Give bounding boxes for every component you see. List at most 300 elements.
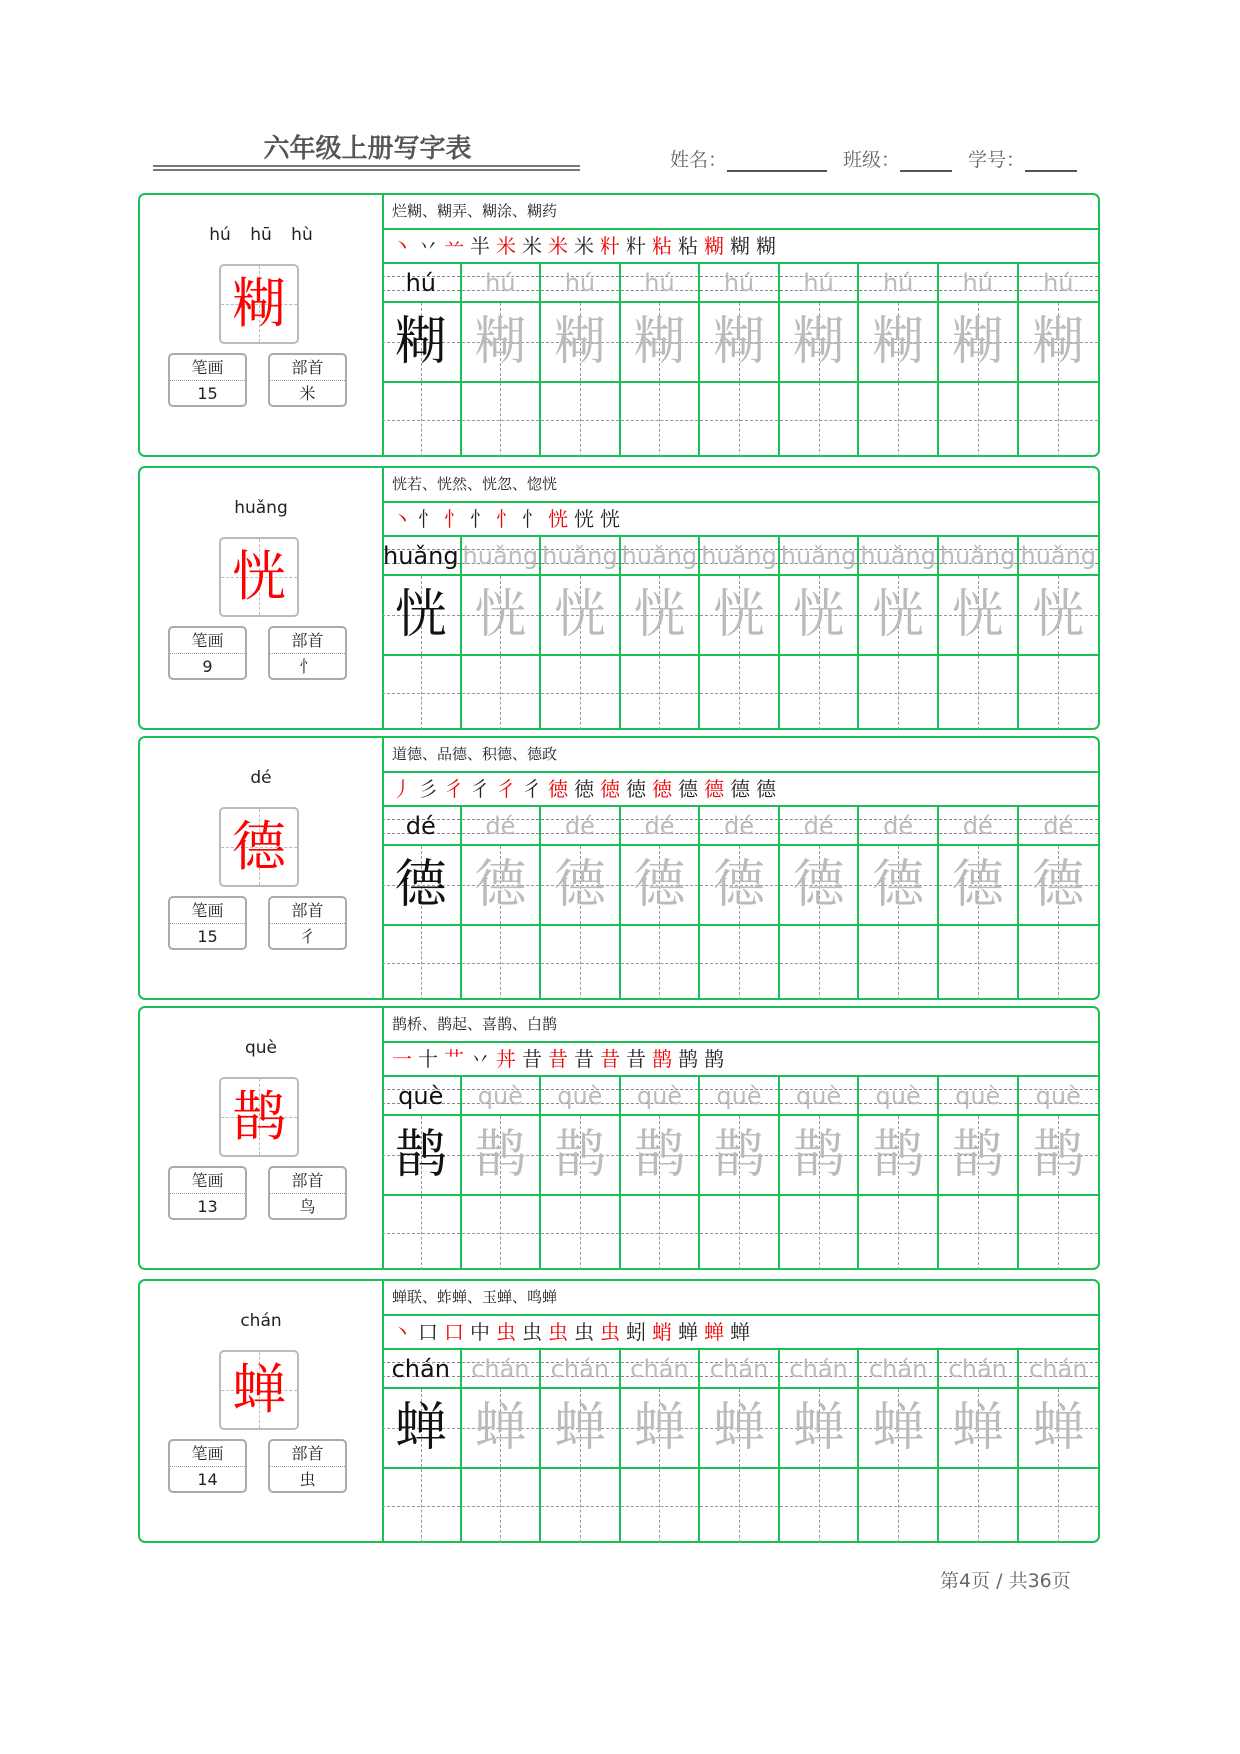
char-trace: 蝉 (951, 1398, 1004, 1458)
char-cell (939, 303, 1019, 381)
stroke-step: 彳 (522, 777, 542, 801)
pinyin-cell (939, 264, 1019, 301)
stroke-step: 昔 (548, 1047, 568, 1071)
stroke-step: 虫 (574, 1320, 594, 1344)
example-words: 道德、品德、积德、德政 (382, 738, 1098, 773)
pinyin-cell (939, 1077, 1019, 1114)
stroke-count: 15 (197, 384, 218, 403)
blank-writing-cell[interactable] (621, 383, 701, 457)
stroke-step: 昔 (522, 1047, 542, 1071)
char-cell (859, 1389, 939, 1467)
blank-writing-cell[interactable] (621, 926, 701, 1000)
char-trace: 德 (792, 855, 845, 915)
class-field[interactable] (900, 148, 952, 172)
stroke-step: 蝉 (704, 1320, 724, 1344)
name-field[interactable] (727, 148, 827, 172)
example-words: 烂糊、糊弄、糊涂、糊药 (382, 195, 1098, 230)
blank-writing-cell[interactable] (462, 926, 542, 1000)
character-block (138, 1006, 1100, 1270)
radical-label: 部首 (270, 1168, 345, 1194)
char-cell (382, 1389, 462, 1467)
pinyin-cell (1019, 807, 1099, 844)
pinyin-trace: què (955, 1082, 1001, 1110)
blank-writing-cell[interactable] (541, 926, 621, 1000)
character: 德 (232, 815, 286, 878)
stroke-step: 粘 (652, 234, 672, 258)
char-trace: 糊 (553, 312, 606, 372)
trace-row (382, 576, 1098, 656)
pinyin-cell (621, 537, 701, 574)
pinyin-cell (939, 537, 1019, 574)
blank-row (382, 1196, 1098, 1270)
char-trace: 鹊 (792, 1125, 845, 1185)
char-cell (859, 1116, 939, 1194)
radical-box (268, 1439, 347, 1493)
blank-row (382, 383, 1098, 457)
student-info (670, 145, 1077, 172)
pinyin-trace: hú (564, 269, 596, 297)
character-info-panel (140, 195, 384, 455)
example-words: 鹊桥、鹊起、喜鹊、白鹊 (382, 1008, 1098, 1043)
blank-writing-cell[interactable] (621, 656, 701, 730)
blank-writing-cell[interactable] (541, 656, 621, 730)
pinyin-cell (700, 264, 780, 301)
radical: 忄 (299, 657, 316, 676)
char-cell (621, 1389, 701, 1467)
stroke-step: 鹊 (678, 1047, 698, 1071)
pinyin-trace: què (557, 1082, 603, 1110)
pinyin-trace: què (636, 1082, 683, 1110)
character-info-panel (140, 468, 384, 728)
blank-writing-cell[interactable] (780, 383, 860, 457)
char-cell (780, 576, 860, 654)
pinyin-cell (1019, 537, 1099, 574)
stroke-step: 米 (522, 234, 542, 258)
blank-writing-cell[interactable] (780, 1196, 860, 1270)
pinyin-cell (700, 1077, 780, 1114)
radical-box (268, 353, 347, 407)
character: 恍 (232, 545, 286, 608)
stroke-step: 蝉 (730, 1320, 750, 1344)
blank-writing-cell[interactable] (859, 1469, 939, 1543)
pinyin-trace: chán (868, 1355, 928, 1383)
char-trace: 蝉 (1032, 1398, 1085, 1458)
pinyin-cell (382, 1350, 462, 1387)
stroke-step: 艹 (444, 1047, 464, 1071)
stroke-count-box (168, 626, 247, 680)
pinyin-trace: huǎng (382, 542, 459, 570)
pinyin-cell (382, 264, 462, 301)
pinyin-trace: hú (803, 269, 834, 297)
id-label: 学号： (968, 149, 1026, 171)
char-trace: 德 (553, 855, 606, 915)
char-cell (939, 576, 1019, 654)
blank-writing-cell[interactable] (1019, 1196, 1099, 1270)
pinyin-cell (541, 264, 621, 301)
char-cell (1019, 303, 1099, 381)
pinyin-cell (1019, 1350, 1099, 1387)
char-cell (382, 303, 462, 381)
stroke-step: 丷 (470, 1047, 490, 1071)
stroke-step: 丿 (392, 777, 412, 801)
pinyin-trace: dé (803, 812, 834, 840)
radical-box (268, 626, 347, 680)
blank-writing-cell[interactable] (700, 1196, 780, 1270)
stroke-step: 籵 (626, 234, 646, 258)
character: 鹊 (232, 1085, 286, 1148)
char-trace: 糊 (394, 312, 447, 372)
char-cell (1019, 846, 1099, 924)
pinyin-trace: dé (962, 812, 993, 840)
stroke-count-box (168, 1166, 247, 1220)
char-trace: 糊 (951, 312, 1004, 372)
char-cell (541, 846, 621, 924)
pinyin-cell (859, 1077, 939, 1114)
character-info-panel (140, 1281, 384, 1541)
id-field[interactable] (1025, 148, 1077, 172)
stroke-step: 昔 (574, 1047, 594, 1071)
character: 蝉 (232, 1358, 286, 1421)
pinyin-trace: dé (724, 812, 755, 840)
char-cell (780, 1116, 860, 1194)
pinyin-cell (859, 537, 939, 574)
char-trace: 蝉 (792, 1398, 845, 1458)
example-words: 蝉联、蚱蝉、玉蝉、鸣蝉 (382, 1281, 1098, 1316)
char-cell (541, 303, 621, 381)
char-trace: 鹊 (474, 1125, 527, 1185)
stroke-step: 恍 (548, 507, 568, 531)
char-trace: 蝉 (872, 1398, 925, 1458)
stroke-step: 忄 (496, 507, 516, 531)
stroke-step: 鹊 (704, 1047, 724, 1071)
blank-writing-cell[interactable] (939, 383, 1019, 457)
pinyin-cell (700, 807, 780, 844)
pinyin-trace: chán (471, 1355, 530, 1383)
pinyin-trace: chán (789, 1355, 848, 1383)
stroke-step: 德 (678, 777, 698, 801)
stroke-step: 丶 (392, 507, 412, 531)
character-box (219, 1077, 299, 1157)
blank-writing-cell[interactable] (700, 656, 780, 730)
stroke-step: 丼 (496, 1047, 516, 1071)
pinyin-trace: huǎng (621, 542, 698, 570)
pinyin-cell (780, 1350, 860, 1387)
char-cell (1019, 576, 1099, 654)
pinyin-cell (780, 264, 860, 301)
page-title: 六年级上册写字表 (263, 134, 472, 164)
stroke-step: 徳 (574, 777, 594, 801)
stroke-step: 糊 (730, 234, 750, 258)
character-box (219, 807, 299, 887)
char-trace: 糊 (872, 312, 925, 372)
blank-writing-cell[interactable] (700, 383, 780, 457)
pinyin-cell (780, 1077, 860, 1114)
pinyin-trace: dé (883, 812, 914, 840)
blank-writing-cell[interactable] (382, 1196, 462, 1270)
char-cell (462, 303, 542, 381)
pinyin-row (382, 1077, 1098, 1116)
char-trace: 恍 (394, 585, 447, 645)
blank-writing-cell[interactable] (700, 1469, 780, 1543)
stroke-count-box (168, 1439, 247, 1493)
pinyin-trace: chán (550, 1355, 610, 1383)
pinyin-trace: chán (1029, 1355, 1088, 1383)
blank-row (382, 926, 1098, 1000)
char-cell (462, 1389, 542, 1467)
stroke-step: 徳 (626, 777, 646, 801)
stroke-step: 德 (756, 777, 776, 801)
pinyin-cell (382, 1077, 462, 1114)
trace-row (382, 303, 1098, 383)
pinyin-trace: hú (1043, 269, 1074, 297)
char-trace: 糊 (633, 312, 686, 372)
stroke-count-label: 笔画 (170, 355, 245, 381)
char-cell (939, 846, 1019, 924)
blank-writing-cell[interactable] (859, 656, 939, 730)
char-cell (621, 1116, 701, 1194)
pinyin-cell (541, 537, 621, 574)
char-trace: 糊 (474, 312, 527, 372)
pinyin-trace: què (875, 1082, 921, 1110)
blank-writing-cell[interactable] (1019, 383, 1099, 457)
practice-grid (382, 468, 1098, 728)
char-cell (382, 1116, 462, 1194)
stroke-step: 德 (704, 777, 724, 801)
char-cell (462, 576, 542, 654)
stroke-count-label: 笔画 (170, 1441, 245, 1467)
character-info-panel (140, 738, 384, 998)
char-cell (700, 846, 780, 924)
stroke-step: 糊 (704, 234, 724, 258)
character-box (219, 264, 299, 344)
stroke-step: 鹊 (652, 1047, 672, 1071)
stroke-step: 彡 (418, 777, 438, 801)
character-info-panel (140, 1008, 384, 1268)
stroke-step: 丶 (392, 234, 412, 258)
pinyin-cell (859, 264, 939, 301)
radical-label: 部首 (270, 1441, 345, 1467)
pinyin-cell (621, 1350, 701, 1387)
blank-writing-cell[interactable] (462, 656, 542, 730)
blank-writing-cell[interactable] (382, 1469, 462, 1543)
blank-writing-cell[interactable] (700, 926, 780, 1000)
blank-row (382, 1469, 1098, 1543)
stroke-step: 徳 (548, 777, 568, 801)
blank-writing-cell[interactable] (939, 1196, 1019, 1270)
stroke-order (382, 1316, 1098, 1350)
blank-writing-cell[interactable] (541, 383, 621, 457)
blank-writing-cell[interactable] (621, 1196, 701, 1270)
blank-writing-cell[interactable] (462, 383, 542, 457)
char-cell (541, 576, 621, 654)
stroke-step: 丶 (392, 1320, 412, 1344)
pinyin-trace: què (477, 1082, 523, 1110)
pinyin-trace: dé (1043, 812, 1074, 840)
stroke-step: 徳 (600, 777, 620, 801)
blank-writing-cell[interactable] (859, 926, 939, 1000)
pinyin-cell (541, 1350, 621, 1387)
char-cell (382, 576, 462, 654)
char-trace: 蝉 (474, 1398, 527, 1458)
blank-writing-cell[interactable] (541, 1469, 621, 1543)
practice-grid (382, 1281, 1098, 1541)
pinyin-trace: chán (391, 1355, 450, 1383)
practice-grid (382, 195, 1098, 455)
char-trace: 糊 (792, 312, 845, 372)
blank-writing-cell[interactable] (541, 1196, 621, 1270)
pinyin-trace: hú (723, 269, 755, 297)
pinyin-cell (462, 1350, 542, 1387)
char-trace: 德 (1032, 855, 1085, 915)
blank-writing-cell[interactable] (1019, 926, 1099, 1000)
pinyin-cell (939, 1350, 1019, 1387)
pinyin-cell (462, 807, 542, 844)
stroke-order (382, 230, 1098, 264)
blank-writing-cell[interactable] (462, 1469, 542, 1543)
trace-row (382, 1116, 1098, 1196)
char-trace: 恍 (872, 585, 925, 645)
pinyin-trace: chán (709, 1355, 769, 1383)
blank-writing-cell[interactable] (780, 926, 860, 1000)
pinyin-cell (859, 1350, 939, 1387)
blank-writing-cell[interactable] (1019, 1469, 1099, 1543)
pinyin-trace: huǎng (462, 542, 539, 570)
char-cell (462, 846, 542, 924)
char-cell (541, 1116, 621, 1194)
pinyin-cell (382, 807, 462, 844)
pinyin-cell (382, 537, 462, 574)
char-trace: 德 (394, 855, 447, 915)
char-trace: 德 (951, 855, 1004, 915)
char-cell (1019, 1389, 1099, 1467)
radical-label: 部首 (270, 628, 345, 654)
blank-writing-cell[interactable] (780, 1469, 860, 1543)
pinyin-cell (541, 1077, 621, 1114)
stroke-step: 忄 (522, 507, 542, 531)
blank-writing-cell[interactable] (780, 656, 860, 730)
stroke-step: 徳 (652, 777, 672, 801)
blank-writing-cell[interactable] (382, 383, 462, 457)
blank-writing-cell[interactable] (1019, 656, 1099, 730)
pinyin-cell (621, 807, 701, 844)
pinyin-trace: què (1035, 1082, 1081, 1110)
char-trace: 恍 (553, 585, 606, 645)
char-cell (700, 303, 780, 381)
char-trace: 恍 (1032, 585, 1085, 645)
stroke-step: 虫 (600, 1320, 620, 1344)
char-trace: 鹊 (394, 1125, 447, 1185)
char-trace: 蝉 (553, 1398, 606, 1458)
pinyin-trace: dé (644, 812, 675, 840)
char-cell (939, 1389, 1019, 1467)
stroke-count: 13 (197, 1197, 218, 1216)
char-cell (621, 303, 701, 381)
pinyin-trace: hú (644, 269, 675, 297)
pinyin-trace: dé (405, 812, 436, 840)
char-cell (859, 846, 939, 924)
practice-grid (382, 738, 1098, 998)
radical-label: 部首 (270, 898, 345, 924)
char-trace: 蝉 (394, 1398, 447, 1458)
char-trace: 蝉 (713, 1398, 766, 1458)
pinyin-trace: chán (948, 1355, 1007, 1383)
character: 糊 (232, 272, 286, 335)
stroke-step: 虫 (522, 1320, 542, 1344)
pinyin-row (382, 264, 1098, 303)
blank-writing-cell[interactable] (382, 926, 462, 1000)
char-cell (780, 846, 860, 924)
pinyin-trace: hú (882, 269, 914, 297)
pinyin-cell (780, 807, 860, 844)
stroke-step: 中 (470, 1320, 490, 1344)
blank-writing-cell[interactable] (859, 383, 939, 457)
pinyin-trace: huǎng (780, 542, 857, 570)
blank-writing-cell[interactable] (382, 656, 462, 730)
pinyin-cell (541, 807, 621, 844)
stroke-count-label: 笔画 (170, 898, 245, 924)
char-trace: 恍 (633, 585, 686, 645)
blank-writing-cell[interactable] (462, 1196, 542, 1270)
char-trace: 恍 (951, 585, 1004, 645)
pinyin-trace: huǎng (939, 542, 1016, 570)
stroke-step: 忄 (470, 507, 490, 531)
character-box (219, 537, 299, 617)
stroke-step: 糊 (756, 234, 776, 258)
pinyin-trace: hú (405, 269, 436, 297)
character-block (138, 193, 1100, 457)
pinyin: chán (240, 1311, 282, 1331)
char-trace: 鹊 (713, 1125, 766, 1185)
stroke-step: 籵 (600, 234, 620, 258)
char-trace: 鹊 (1032, 1125, 1085, 1185)
char-cell (939, 1116, 1019, 1194)
blank-writing-cell[interactable] (939, 1469, 1019, 1543)
pinyin-cell (621, 264, 701, 301)
trace-row (382, 1389, 1098, 1469)
char-cell (780, 1389, 860, 1467)
char-trace: 德 (474, 855, 527, 915)
class-label: 班级： (843, 149, 901, 171)
stroke-count-label: 笔画 (170, 628, 245, 654)
blank-writing-cell[interactable] (939, 656, 1019, 730)
stroke-step: 恍 (574, 507, 594, 531)
char-trace: 恍 (713, 585, 766, 645)
stroke-step: 米 (548, 234, 568, 258)
pinyin-trace: dé (564, 812, 595, 840)
character-block (138, 736, 1100, 1000)
char-trace: 德 (872, 855, 925, 915)
radical: 彳 (299, 927, 316, 946)
char-cell (700, 1116, 780, 1194)
blank-writing-cell[interactable] (939, 926, 1019, 1000)
pinyin-cell (700, 1350, 780, 1387)
stroke-step: 恍 (600, 507, 620, 531)
pinyin-cell (859, 807, 939, 844)
char-trace: 恍 (792, 585, 845, 645)
stroke-step: 半 (470, 234, 490, 258)
blank-writing-cell[interactable] (621, 1469, 701, 1543)
stroke-count: 15 (197, 927, 218, 946)
radical: 米 (299, 384, 316, 403)
stroke-order (382, 1043, 1098, 1077)
blank-writing-cell[interactable] (859, 1196, 939, 1270)
pinyin-row (382, 1350, 1098, 1389)
pinyin-row (382, 537, 1098, 576)
char-cell (700, 1389, 780, 1467)
stroke-step: 德 (730, 777, 750, 801)
character-block (138, 466, 1100, 730)
radical: 鸟 (299, 1197, 316, 1216)
